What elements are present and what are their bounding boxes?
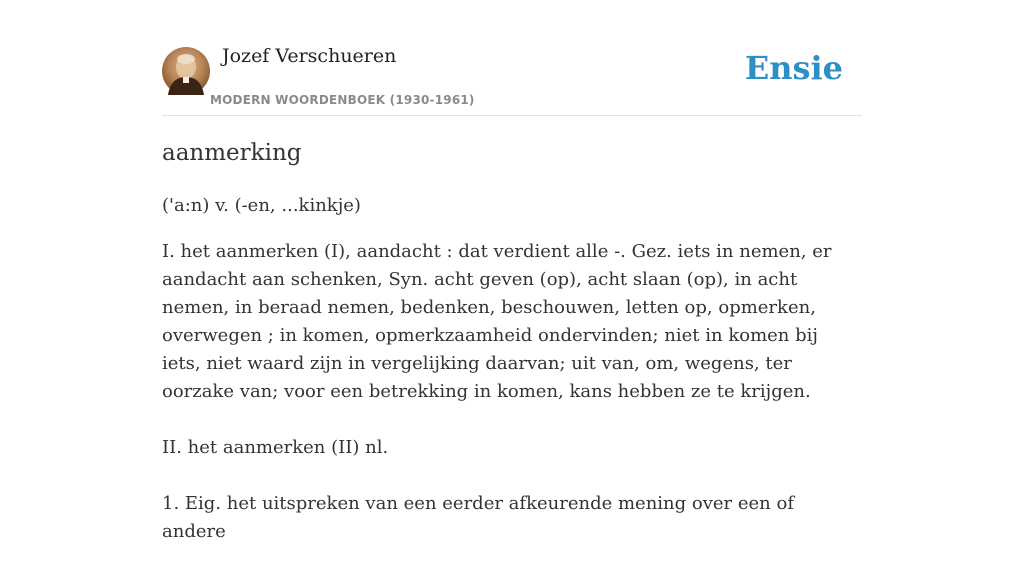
author-name[interactable]: Jozef Verschueren bbox=[222, 45, 397, 67]
sense-2: II. het aanmerken (II) nl. bbox=[162, 437, 389, 458]
brand-logo[interactable]: Ensie bbox=[744, 49, 843, 87]
sense-2-1: 1. Eig. het uitspreken van een eerder afkeurende mening over een of andere bbox=[162, 493, 794, 542]
entry-body bbox=[162, 192, 862, 574]
author-avatar[interactable] bbox=[162, 47, 210, 95]
source-label[interactable]: MODERN WOORDENBOEK (1930-1961) bbox=[210, 93, 475, 107]
entry-container bbox=[162, 0, 862, 542]
portrait-icon bbox=[162, 47, 210, 95]
sense-1: I. het aanmerken (I), aandacht : dat verdient alle -. Gez. iets in nemen, er aandacht aan schenken, Syn. acht geven (op), acht slaan (op), in acht nemen, in beraad nemen, bedenken, beschouwen, letten op, opmerken, overwegen ; in komen, opmerkzaamheid ondervinden; niet in komen bij iets, niet waard zijn in vergelijking daarvan; uit van, om, wegens, ter oorzake van; voor een betrekking in komen, kans hebben ze te krijgen. bbox=[162, 241, 832, 402]
pronunciation: ('a:n) v. (-en, ...kinkje) bbox=[162, 195, 361, 216]
entry-header bbox=[162, 0, 862, 116]
page-title: aanmerking bbox=[162, 140, 302, 166]
